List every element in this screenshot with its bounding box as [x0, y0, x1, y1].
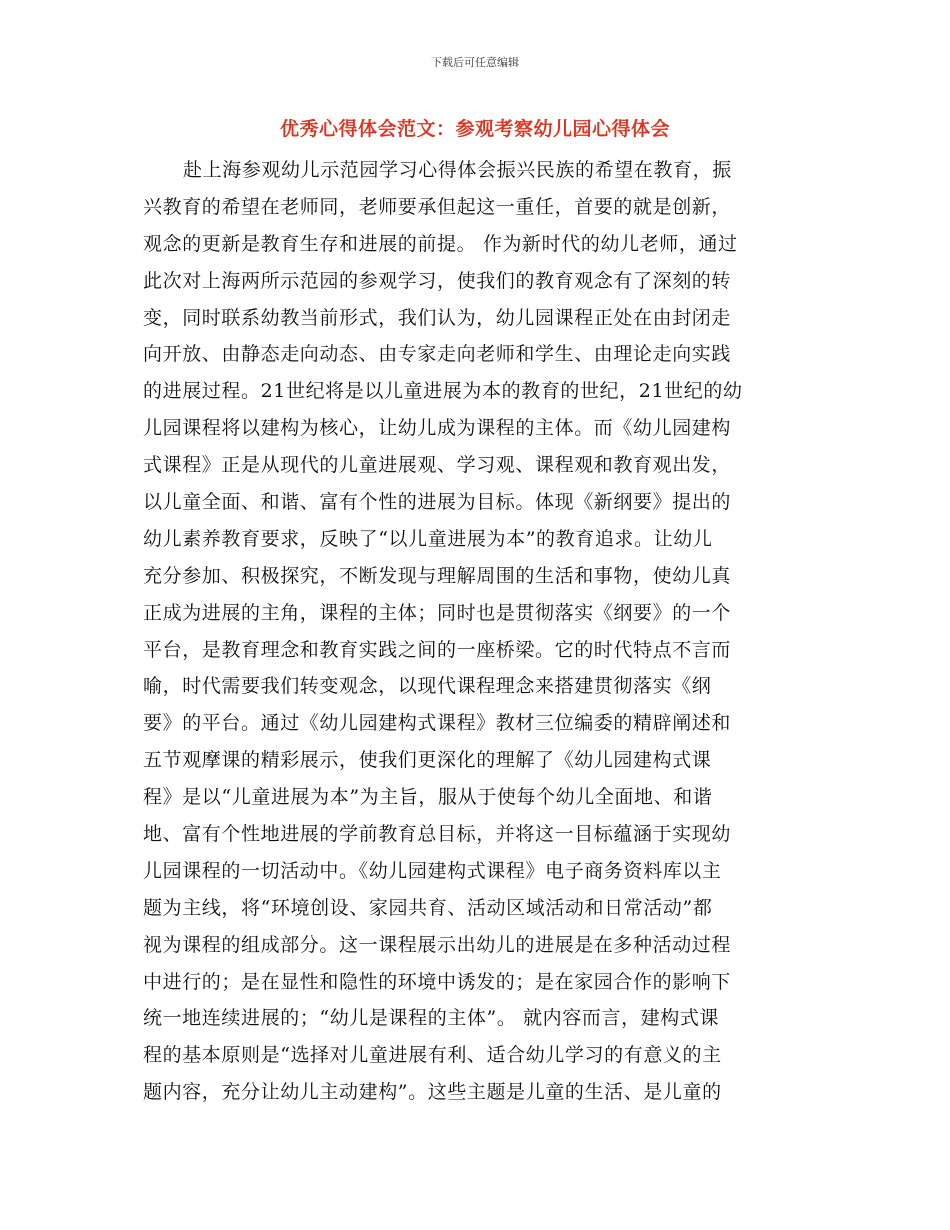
body-line: 儿园课程的一切活动中。《幼儿园建构式课程》电子商务资料库以主	[143, 859, 722, 882]
body-line: 题为主线，将“环境创设、家园共育、活动区域活动和日常活动”都	[143, 896, 713, 919]
body-line: 题内容，充分让幼儿主动建构”。这些主题是儿童的生活、是儿童的	[143, 1081, 722, 1104]
body-line: 此次对上海两所示范园的参观学习，使我们的教育观念有了深刻的转	[143, 269, 732, 292]
body-line: 向开放、由静态走向动态、由专家走向老师和学生、由理论走向实践	[143, 343, 732, 366]
body-line: 正成为进展的主角，课程的主体；同时也是贯彻落实《纲要》的一个	[143, 601, 732, 624]
body-line: 充分参加、积极探究，不断发现与理解周围的生活和事物，使幼儿真	[143, 564, 732, 587]
body-line: 统一地连续进展的；“幼儿是课程的主体”。 就内容而言，建构式课	[143, 1007, 720, 1030]
body-line: 兴教育的希望在老师同，老师要承但起这一重任，首要的就是创新，	[143, 195, 732, 218]
body-line: 中进行的；是在显性和隐性的环境中诱发的；是在家园合作的影响下	[143, 970, 732, 993]
body-line: 赴上海参观幼儿示范园学习心得体会振兴民族的希望在教育，振	[183, 159, 732, 181]
body-line: 程的基本原则是“选择对儿童进展有利、适合幼儿学习的有意义的主	[143, 1044, 722, 1067]
body-line: 地、富有个性地进展的学前教育总目标，并将这一目标蕴涵于实现幼	[143, 823, 732, 846]
body-line: 要》的平台。通过《幼儿园建构式课程》教材三位编委的精辟阐述和	[143, 712, 732, 735]
body-line: 儿园课程将以建构为核心，让幼儿成为课程的主体。而《幼儿园建构	[143, 417, 732, 440]
body-line: 观念的更新是教育生存和进展的前提。 作为新时代的幼儿老师，通过	[143, 232, 738, 255]
document-body	[143, 152, 803, 1111]
body-line: 平台，是教育理念和教育实践之间的一座桥梁。它的时代特点不言而	[143, 638, 732, 661]
body-line: 视为课程的组成部分。这一课程展示出幼儿的进展是在多种活动过程	[143, 933, 732, 956]
body-line: 的进展过程。21世纪将是以儿童进展为本的教育的世纪，21世纪的幼	[143, 380, 743, 403]
body-line: 五节观摩课的精彩展示，使我们更深化的理解了《幼儿园建构式课	[143, 749, 712, 772]
body-line: 变，同时联系幼教当前形式，我们认为，幼儿园课程正处在由封闭走	[143, 306, 732, 329]
document-title: 优秀心得体会范文：参观考察幼儿园心得体会	[279, 118, 670, 140]
body-line: 式课程》正是从现代的儿童进展观、学习观、课程观和教育观出发，	[143, 454, 732, 477]
body-line: 以儿童全面、和谐、富有个性的进展为目标。体现《新纲要》提出的	[143, 491, 732, 514]
body-line: 程》是以“儿童进展为本”为主旨，服从于使每个幼儿全面地、和谐	[143, 786, 713, 809]
header-note: 下载后可任意编辑	[431, 56, 519, 69]
body-line: 喻，时代需要我们转变观念，以现代课程理念来搭建贯彻落实《纲	[143, 675, 712, 698]
body-line: 幼儿素养教育要求，反映了“以儿童进展为本”的教育追求。让幼儿	[143, 527, 713, 550]
